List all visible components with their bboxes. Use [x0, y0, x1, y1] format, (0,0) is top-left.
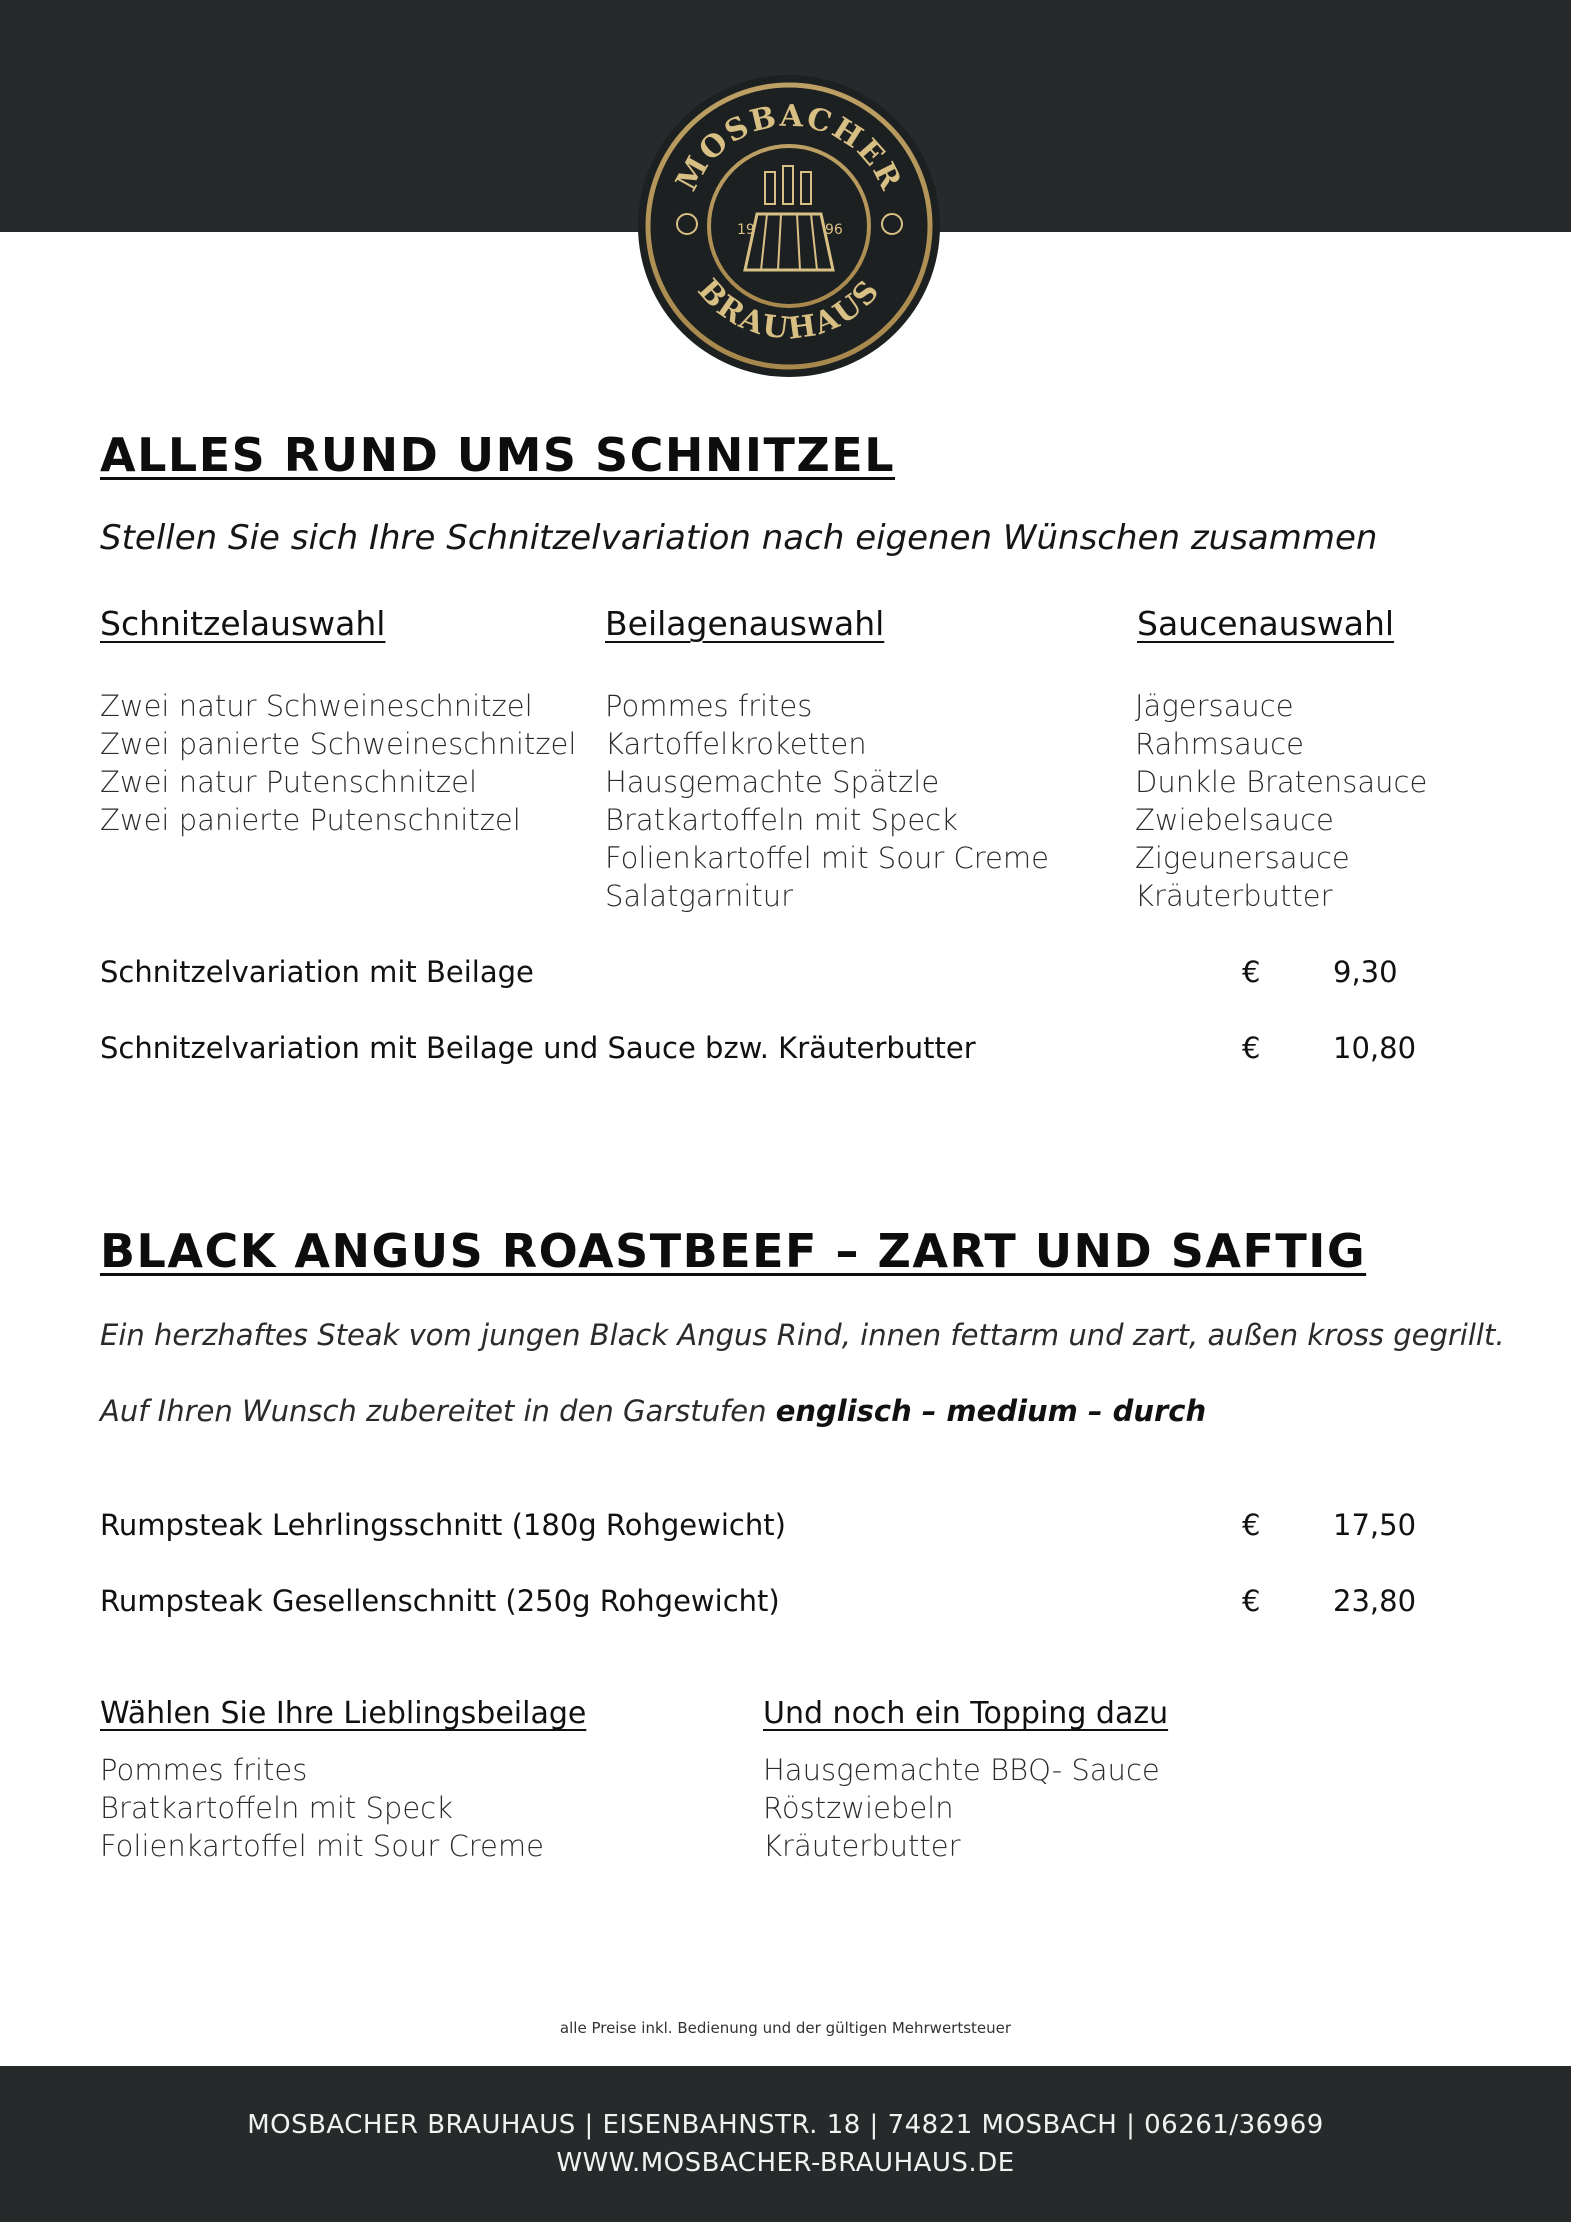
column-heading-saucen: Saucenauswahl	[1137, 604, 1395, 643]
list-item: Folienkartoffel mit Sour Creme	[605, 841, 1049, 875]
list-item: Kräuterbutter	[1135, 879, 1333, 913]
lieblingsbeilage-list	[100, 1751, 544, 1865]
list-item: Zwei natur Putenschnitzel	[100, 765, 478, 799]
list-item: Bratkartoffeln mit Speck	[100, 1791, 453, 1825]
list-item: Röstzwiebeln	[763, 1791, 954, 1825]
brauhaus-logo	[637, 74, 942, 379]
list-item: Zwei natur Schweineschnitzel	[100, 689, 533, 723]
column-heading-topping: Und noch ein Topping dazu	[763, 1696, 1169, 1731]
currency-symbol: €	[1242, 1508, 1261, 1542]
currency-symbol: €	[1242, 955, 1261, 989]
beilagen-list	[605, 687, 1049, 915]
section-subtitle: Stellen Sie sich Ihre Schnitzelvariation nach eigenen Wünschen zusammen	[100, 518, 1378, 558]
list-item: Folienkartoffel mit Sour Creme	[100, 1829, 544, 1863]
list-item: Salatgarnitur	[605, 879, 794, 913]
list-item: Pommes frites	[605, 689, 813, 723]
price-amount: 10,80	[1333, 1031, 1417, 1065]
list-item: Zwei panierte Schweineschnitzel	[100, 727, 577, 761]
list-item: Jägersauce	[1135, 689, 1294, 723]
price-note: alle Preise inkl. Bedienung und der gültigen Mehrwertsteuer	[559, 2019, 1012, 2037]
footer-address: MOSBACHER BRAUHAUS | EISENBAHNSTR. 18 | 74821 MOSBACH | 06261/36969	[247, 2110, 1324, 2140]
list-item: Pommes frites	[100, 1753, 308, 1787]
price-amount: 9,30	[1333, 955, 1398, 989]
list-item: Kräuterbutter	[763, 1829, 961, 1863]
price-label: Schnitzelvariation mit Beilage und Sauce bzw. Kräuterbutter	[100, 1031, 976, 1065]
price-row	[100, 1508, 1440, 1548]
list-item: Rahmsauce	[1135, 727, 1304, 761]
svg-text:19: 19	[737, 222, 755, 238]
garstufen-options: englisch – medium – durch	[775, 1394, 1207, 1428]
schnitzel-list	[100, 687, 576, 839]
price-row	[100, 955, 1440, 995]
price-amount: 23,80	[1333, 1584, 1417, 1618]
price-label: Rumpsteak Lehrlingsschnitt (180g Rohgewicht)	[100, 1508, 786, 1542]
garstufen-text: Auf Ihren Wunsch zubereitet in den Garstufen	[100, 1394, 776, 1428]
list-item: Zwiebelsauce	[1135, 803, 1334, 837]
list-item: Zwei panierte Putenschnitzel	[100, 803, 521, 837]
list-item: Hausgemachte Spätzle	[605, 765, 940, 799]
section-title-schnitzel: ALLES RUND UMS SCHNITZEL	[100, 428, 895, 482]
svg-text:MOSBACHER: MOSBACHER	[669, 98, 909, 197]
footer-bar	[0, 2066, 1571, 2222]
topping-list	[763, 1751, 1160, 1865]
garstufen-line	[100, 1394, 1206, 1428]
price-label: Schnitzelvariation mit Beilage	[100, 955, 534, 989]
list-item: Bratkartoffeln mit Speck	[605, 803, 958, 837]
currency-symbol: €	[1242, 1031, 1261, 1065]
price-row	[100, 1584, 1440, 1624]
list-item: Kartoffelkroketten	[605, 727, 867, 761]
column-heading-schnitzel: Schnitzelauswahl	[100, 604, 386, 643]
roastbeef-description: Ein herzhaftes Steak vom jungen Black Angus Rind, innen fettarm und zart, außen kross gegrillt.	[100, 1318, 1505, 1352]
list-item: Hausgemachte BBQ- Sauce	[763, 1753, 1160, 1787]
price-row	[100, 1031, 1440, 1071]
price-label: Rumpsteak Gesellenschnitt (250g Rohgewicht)	[100, 1584, 780, 1618]
column-heading-beilagen: Beilagenauswahl	[605, 604, 885, 643]
price-amount: 17,50	[1333, 1508, 1417, 1542]
column-heading-beilage: Wählen Sie Ihre Lieblingsbeilage	[100, 1696, 587, 1731]
footer-website-link[interactable]: WWW.MOSBACHER-BRAUHAUS.DE	[556, 2148, 1015, 2178]
saucen-list	[1135, 687, 1427, 915]
svg-text:BRAUHAUS: BRAUHAUS	[690, 272, 888, 347]
list-item: Zigeunersauce	[1135, 841, 1350, 875]
currency-symbol: €	[1242, 1584, 1261, 1618]
section-title-roastbeef: BLACK ANGUS ROASTBEEF – ZART UND SAFTIG	[100, 1224, 1367, 1278]
list-item: Dunkle Bratensauce	[1135, 765, 1428, 799]
svg-text:96: 96	[825, 222, 843, 238]
